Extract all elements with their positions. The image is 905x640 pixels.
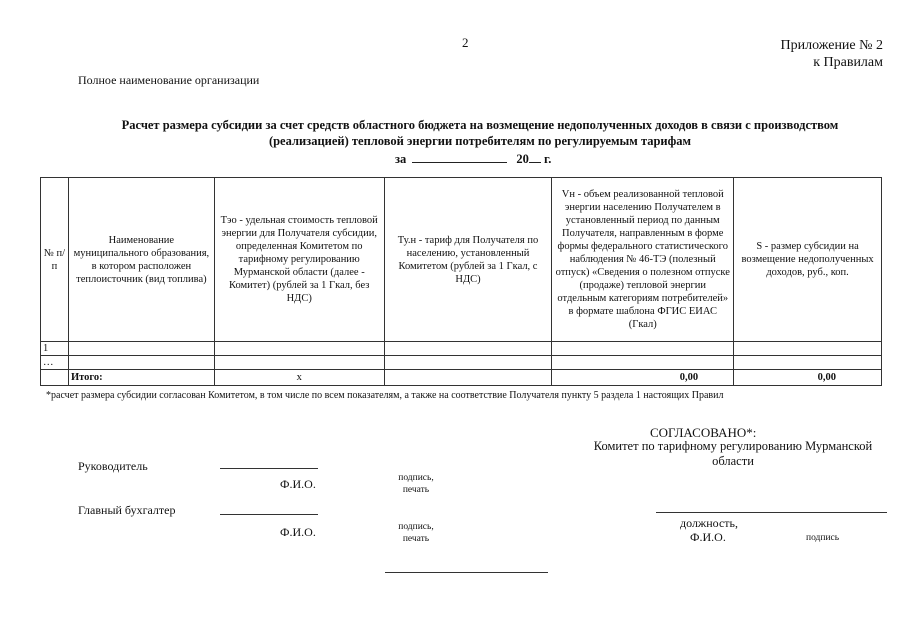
cell [68,356,214,370]
organization-label: Полное наименование организации [78,73,260,87]
total-label: Итого: [68,370,214,386]
cell [68,342,214,356]
document-title: Расчет размера субсидии за счет средств областного бюджета на возмещение недополученных доходов в связи с производством (реализацией) тепловой энергии потребителям по регулируемым тарифам [121,118,839,148]
accountant-sign-stamp-label: подпись, печать [398,522,434,544]
cell [214,356,384,370]
header-teo: Тэо - удельная стоимость тепловой энергии для Получателя субсидии, определенная Комитетом по тарифному регулированию Мурманской области (далее - Комитет) (рублей за 1 Гкал, без НДС) [214,178,384,342]
cell [552,356,734,370]
header-tariff: Ту.н - тариф для Получателя по населению, установленный Комитетом (рублей за 1 Гкал, с НДС) [384,178,552,342]
period-line [395,151,551,167]
appendix-line2: к Правилам [813,55,883,70]
header-num: № п/п [41,178,69,342]
header-subsidy: S - размер субсидии на возмещение недополученных доходов, руб., коп. [734,178,882,342]
cell [41,370,69,386]
total-subsidy: 0,00 [734,370,882,386]
total-volume: 0,00 [552,370,734,386]
period-year-blank [529,151,541,163]
appendix-heading [781,37,884,71]
header-municipality: Наименование муниципального образования, в котором расположен теплоисточник (вид топлива) [68,178,214,342]
accountant-label: Главный бухгалтер [78,503,176,517]
bottom-signature-line [385,572,548,573]
row1-num: 1 [41,342,69,356]
table-row [41,342,882,356]
row2-num: … [41,356,69,370]
head-sign-stamp-label: подпись, печать [398,473,434,495]
agreed-label: СОГЛАСОВАНО*: [650,425,757,440]
head-label: Руководитель [78,459,148,473]
head-fio-label: Ф.И.О. [280,477,316,491]
head-signature-line [220,468,318,469]
period-blank [412,151,507,163]
period-year-prefix: 20 [516,152,529,166]
committee-name: Комитет по тарифному регулированию Мурманской области [593,439,873,468]
period-prefix: за [395,152,407,166]
cell [214,342,384,356]
period-year-suffix: г. [544,152,552,166]
table-header-row [41,178,882,342]
total-row [41,370,882,386]
cell [384,356,552,370]
appendix-line1: Приложение № 2 [780,38,883,53]
subsidy-table [40,177,882,386]
cell [734,356,882,370]
committee-sign-label: подпись [806,533,840,543]
cell [384,342,552,356]
committee-fio-label: Ф.И.О. [690,530,726,544]
footnote: *расчет размера субсидии согласован Комитетом, в том числе по всем показателям, а также на соответствие Получателя пункту 5 раздела 1 настоящих Правил [46,390,724,401]
accountant-signature-line [220,514,318,515]
table-row [41,356,882,370]
cell [384,370,552,386]
committee-signature-line [656,512,887,513]
cell [734,342,882,356]
accountant-fio-label: Ф.И.О. [280,525,316,539]
total-teo: x [214,370,384,386]
cell [552,342,734,356]
page-number: 2 [462,35,469,50]
committee-position-label: должность, [680,516,738,530]
header-volume: Vн - объем реализованной тепловой энергии населению Получателем в установленный период по данным Получателя, направленным в форме формы федерального статистического наблюдения № 46-ТЭ (полезный отпуск) «Сведения о полезном отпуске (продаже) тепловой энергии отдельным категориям потребителей» в формате шаблона ФГИС ЕИАС (Гкал) [552,178,734,342]
